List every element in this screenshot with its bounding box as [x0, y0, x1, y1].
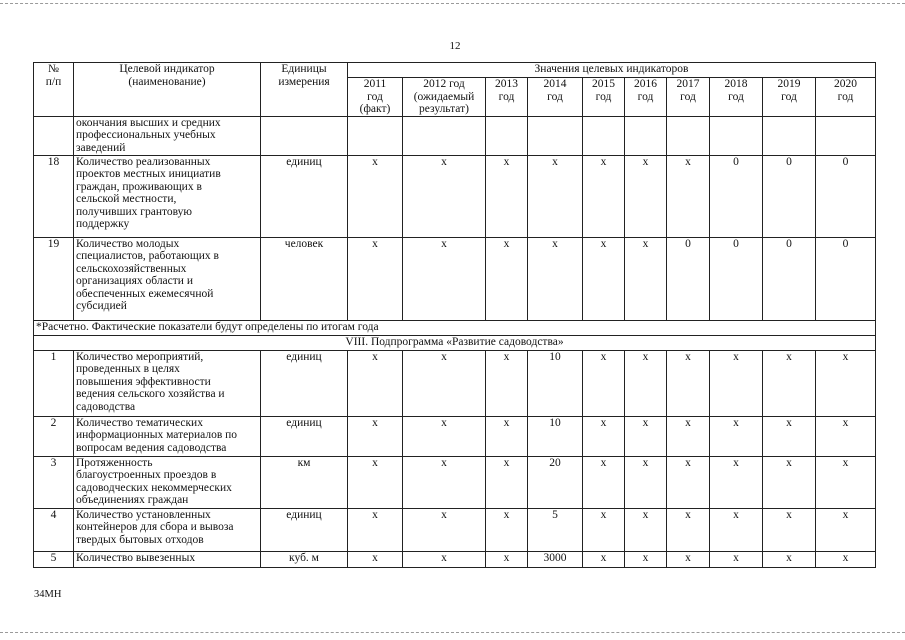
indicator-value: x — [816, 416, 876, 456]
table-row — [34, 237, 876, 320]
table-row — [34, 456, 876, 508]
indicator-value: x — [763, 508, 816, 551]
indicator-value — [816, 116, 876, 155]
indicator-value: x — [625, 155, 667, 237]
indicator-value: x — [763, 551, 816, 567]
header-year-0: 2011 год (факт) — [348, 78, 403, 117]
indicator-value: x — [816, 551, 876, 567]
row-number: 4 — [34, 508, 74, 551]
indicator-name: окончания высших и средних профессиональных учебных заведений — [74, 116, 261, 155]
unit-of-measure: единиц — [261, 155, 348, 237]
indicator-value: x — [403, 416, 486, 456]
indicator-value: x — [710, 416, 763, 456]
indicator-value: 0 — [763, 155, 816, 237]
indicator-value: 0 — [710, 155, 763, 237]
footer-code: 34МН — [34, 589, 62, 600]
indicator-value: x — [486, 551, 528, 567]
header-units: Единицы измерения — [261, 63, 348, 117]
indicator-value — [486, 116, 528, 155]
unit-of-measure: км — [261, 456, 348, 508]
row-number: 5 — [34, 551, 74, 567]
table-row — [34, 155, 876, 237]
indicator-value: x — [486, 350, 528, 416]
indicator-value: x — [583, 416, 625, 456]
table-row — [34, 551, 876, 567]
header-year-9: 2020 год — [816, 78, 876, 117]
header-year-4: 2015 год — [583, 78, 625, 117]
indicator-value: x — [528, 237, 583, 320]
header-year-2: 2013 год — [486, 78, 528, 117]
indicator-value: x — [583, 155, 625, 237]
header-values-title: Значения целевых индикаторов — [348, 63, 876, 78]
indicator-value: x — [486, 508, 528, 551]
indicator-value: x — [583, 456, 625, 508]
indicator-value: x — [583, 237, 625, 320]
indicator-value: x — [763, 350, 816, 416]
indicator-value: x — [625, 456, 667, 508]
table-row — [34, 416, 876, 456]
indicator-value: x — [667, 551, 710, 567]
unit-of-measure — [261, 116, 348, 155]
indicator-value — [667, 116, 710, 155]
indicator-value — [710, 116, 763, 155]
indicator-value: x — [403, 551, 486, 567]
row-number: 19 — [34, 237, 74, 320]
indicator-value: x — [816, 508, 876, 551]
row-number: 18 — [34, 155, 74, 237]
indicator-value: x — [763, 456, 816, 508]
indicator-name: Протяженность благоустроенных проездов в садоводческих некоммерческих объединениях граждан — [74, 456, 261, 508]
indicator-value: x — [710, 508, 763, 551]
indicator-value: x — [583, 350, 625, 416]
indicator-value: x — [710, 456, 763, 508]
indicator-value: x — [348, 155, 403, 237]
row-number: 1 — [34, 350, 74, 416]
header-year-3: 2014 год — [528, 78, 583, 117]
indicator-value: x — [403, 456, 486, 508]
indicator-value: x — [710, 350, 763, 416]
table-body-part2 — [34, 350, 876, 567]
note-text: *Расчетно. Фактические показатели будут определены по итогам года — [34, 320, 876, 335]
indicator-value: x — [348, 350, 403, 416]
subprogram-row — [34, 335, 876, 350]
indicator-value: x — [403, 508, 486, 551]
page-number: 12 — [449, 40, 461, 52]
indicator-value: x — [583, 508, 625, 551]
indicator-value: x — [625, 416, 667, 456]
indicator-value: x — [625, 237, 667, 320]
indicator-value: x — [486, 456, 528, 508]
subprogram-title: VIII. Подпрограмма «Развитие садоводства» — [34, 335, 876, 350]
indicator-value: 10 — [528, 416, 583, 456]
row-number — [34, 116, 74, 155]
scan-edge-bottom — [0, 632, 905, 633]
indicators-table — [33, 62, 876, 568]
table-body-separators — [34, 320, 876, 350]
indicator-value: x — [403, 237, 486, 320]
indicator-value — [763, 116, 816, 155]
indicator-value: x — [486, 416, 528, 456]
table-row — [34, 350, 876, 416]
indicator-value: x — [667, 456, 710, 508]
indicator-value — [348, 116, 403, 155]
indicator-value: 10 — [528, 350, 583, 416]
table-row — [34, 116, 876, 155]
indicator-value: x — [486, 155, 528, 237]
indicator-value: x — [486, 237, 528, 320]
indicator-value: 0 — [667, 237, 710, 320]
indicator-value: x — [710, 551, 763, 567]
header-year-8: 2019 год — [763, 78, 816, 117]
indicator-value: x — [348, 508, 403, 551]
indicator-value: x — [348, 456, 403, 508]
indicator-value: 5 — [528, 508, 583, 551]
indicator-value: x — [625, 508, 667, 551]
indicator-value: x — [348, 416, 403, 456]
indicator-value: x — [403, 155, 486, 237]
indicator-value: x — [625, 551, 667, 567]
unit-of-measure: куб. м — [261, 551, 348, 567]
indicator-value: x — [625, 350, 667, 416]
unit-of-measure: единиц — [261, 508, 348, 551]
header-row — [34, 63, 876, 78]
table-body-part1 — [34, 116, 876, 320]
indicator-value: x — [403, 350, 486, 416]
indicator-value: 0 — [710, 237, 763, 320]
indicator-value: x — [667, 416, 710, 456]
scan-edge-top — [0, 3, 905, 4]
indicator-value — [583, 116, 625, 155]
header-year-5: 2016 год — [625, 78, 667, 117]
indicator-value: x — [667, 350, 710, 416]
unit-of-measure: человек — [261, 237, 348, 320]
indicator-value: x — [667, 155, 710, 237]
unit-of-measure: единиц — [261, 350, 348, 416]
indicator-value: x — [816, 350, 876, 416]
indicator-name: Количество установленных контейнеров для сбора и вывоза твердых бытовых отходов — [74, 508, 261, 551]
indicator-value: x — [816, 456, 876, 508]
indicator-value: x — [667, 508, 710, 551]
indicator-name: Количество реализованных проектов местных инициатив граждан, проживающих в сельской местности, получивших грантовую поддержку — [74, 155, 261, 237]
indicator-name: Количество тематических информационных материалов по вопросам ведения садоводства — [74, 416, 261, 456]
indicator-value: x — [528, 155, 583, 237]
note-row — [34, 320, 876, 335]
indicator-value: 0 — [816, 155, 876, 237]
header-indicator: Целевой индикатор (наименование) — [74, 63, 261, 117]
indicator-value: x — [348, 551, 403, 567]
indicator-value — [528, 116, 583, 155]
indicator-value: 3000 — [528, 551, 583, 567]
header-year-6: 2017 год — [667, 78, 710, 117]
table-row — [34, 508, 876, 551]
indicator-value: x — [583, 551, 625, 567]
row-number: 3 — [34, 456, 74, 508]
header-year-7: 2018 год — [710, 78, 763, 117]
indicator-value: 20 — [528, 456, 583, 508]
header-year-1: 2012 год (ожидаемый результат) — [403, 78, 486, 117]
indicator-name: Количество мероприятий, проведенных в целях повышения эффективности ведения сельского хозяйства и садоводства — [74, 350, 261, 416]
unit-of-measure: единиц — [261, 416, 348, 456]
indicator-value: x — [348, 237, 403, 320]
indicator-value: x — [763, 416, 816, 456]
indicator-name: Количество вывезенных — [74, 551, 261, 567]
row-number: 2 — [34, 416, 74, 456]
indicator-value — [403, 116, 486, 155]
indicator-value: 0 — [763, 237, 816, 320]
header-num: № п/п — [34, 63, 74, 117]
indicator-value — [625, 116, 667, 155]
indicator-name: Количество молодых специалистов, работающих в сельскохозяйственных организациях области и обеспеченных ежемесячной субсидией — [74, 237, 261, 320]
indicator-value: 0 — [816, 237, 876, 320]
